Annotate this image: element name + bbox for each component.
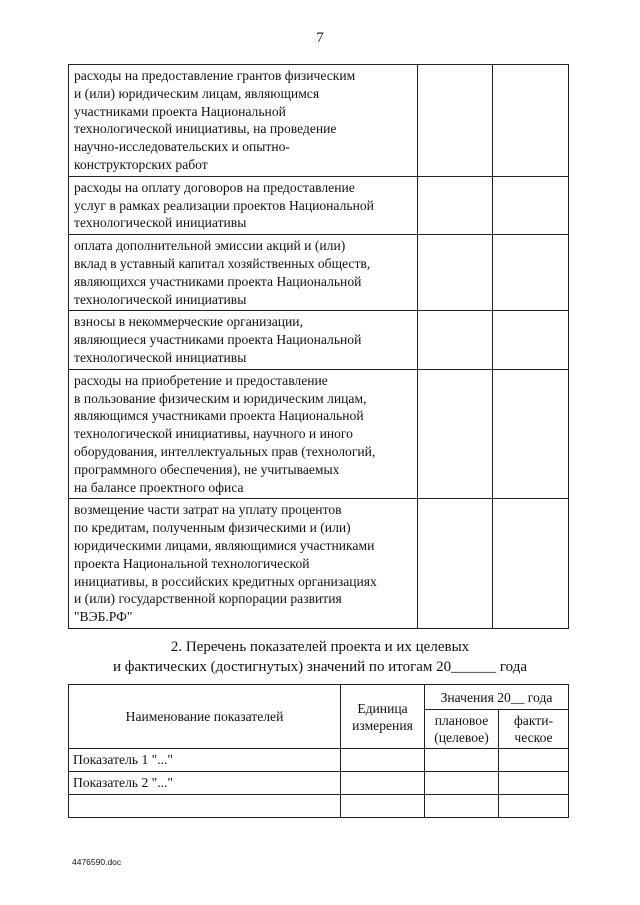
header-values: Значения 20__ года (425, 685, 569, 710)
table-cell (341, 772, 425, 795)
table-cell (418, 369, 493, 499)
table-cell (418, 65, 493, 177)
indicator-name (69, 795, 341, 818)
table-row (69, 65, 569, 177)
table-row (69, 369, 569, 499)
expense-item-contributions: взносы в некоммерческие организации, являющиеся участниками проекта Национальной технологической инициативы (69, 311, 418, 369)
table-row (69, 499, 569, 629)
document-code: 4476590.doc (72, 857, 122, 867)
indicator-name: Показатель 1 "..." (69, 749, 341, 772)
table-cell (493, 65, 569, 177)
expense-table (68, 64, 569, 629)
expense-item-interest: возмещение части затрат на уплату процентов по кредитам, полученным физическими и (или) юридическими лицами, являющимися участниками проекта Национальной технологической инициативы, в российских кредитных организациях и (или) государственной корпорации развития "ВЭБ.РФ" (69, 499, 418, 629)
table-cell (425, 795, 499, 818)
table-cell (418, 311, 493, 369)
table-cell (418, 176, 493, 234)
expense-item-shares: оплата дополнительной эмиссии акций и (или) вклад в уставный капитал хозяйственных обществ, являющихся участниками проекта Национальной технологической инициативы (69, 235, 418, 311)
table-cell (418, 235, 493, 311)
section-heading: 2. Перечень показателей проекта и их целевых и фактических (достигнутых) значений по итогам 20______ года (112, 639, 528, 675)
table-cell (425, 772, 499, 795)
table-cell (418, 499, 493, 629)
expense-item-grants: расходы на предоставление грантов физическим и (или) юридическим лицам, являющимся участниками проекта Национальной технологической инициативы, на проведение научно-исследовательских и опытно- конструкторских работ (69, 65, 418, 177)
table-cell (493, 235, 569, 311)
table-cell (425, 749, 499, 772)
table-cell (341, 795, 425, 818)
table-cell (499, 795, 569, 818)
header-plan: плановое (целевое) (425, 710, 499, 749)
table-row (69, 749, 569, 772)
table-cell (499, 772, 569, 795)
table-row (69, 176, 569, 234)
table-cell (493, 499, 569, 629)
header-fact: факти- ческое (499, 710, 569, 749)
header-row (69, 685, 569, 710)
indicators-table (68, 684, 569, 818)
table-row (69, 772, 569, 795)
indicator-name: Показатель 2 "..." (69, 772, 341, 795)
table-cell (499, 749, 569, 772)
table-cell (493, 176, 569, 234)
table-cell (493, 369, 569, 499)
table-row (69, 795, 569, 818)
expense-item-services: расходы на оплату договоров на предоставление услуг в рамках реализации проектов Национальной технологической инициативы (69, 176, 418, 234)
header-unit: Единица измерения (341, 685, 425, 749)
table-cell (341, 749, 425, 772)
expense-item-equipment: расходы на приобретение и предоставление в пользование физическим и юридическим лицам, являющимся участниками проекта Национальной технологической инициативы, научного и иного оборудования, интеллектуальных прав (технологий, программного обеспечения), не учитываемых на балансе проектного офиса (69, 369, 418, 499)
header-indicator-name: Наименование показателей (69, 685, 341, 749)
table-cell (493, 311, 569, 369)
page-number: 7 (316, 30, 324, 46)
table-row (69, 311, 569, 369)
table-row (69, 235, 569, 311)
